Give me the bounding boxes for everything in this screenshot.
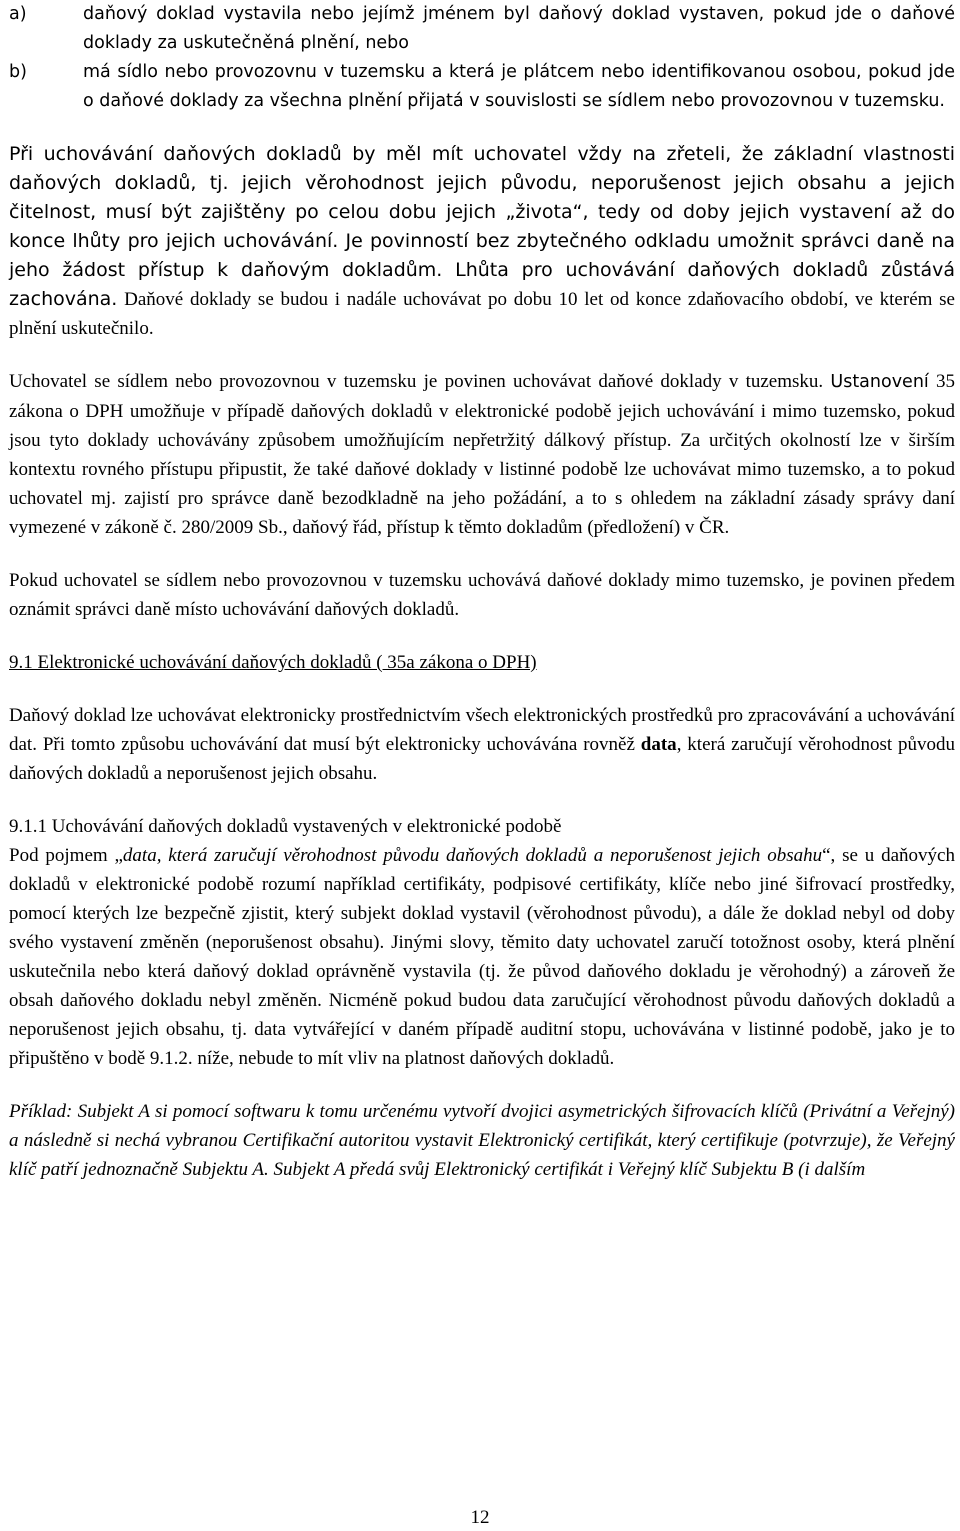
list-marker: b) (9, 62, 27, 82)
paragraph-text: Při uchovávání daňových dokladů by měl mít uchovatel vždy na zřeteli, že základní vlastnosti daňových dokladů, tj. jejich věrohodnost jejich původu, neporušenost jejich obsahu a jejich čitelnost, musí být zajištěny po celou dobu jejich „života“, tedy od doby jejich vystavení až do konce lhůty pro jejich uchovávání. Je povinností bez zbytečného odkladu umožnit správci daně na jeho žádost přístup k daňovým dokladům. Lhůta pro uchovávání daňových dokladů zůstává zachována. (9, 143, 955, 310)
paragraph-text: Pod pojmem „ (9, 845, 123, 866)
paragraph-text: Daňový doklad lze uchovávat elektronicky prostřednictvím všech elektronických prostředků pro zpracovávání a uchovávání dat. Při tomto způsobu uchovávání dat musí být elektronicky uchovávána rovněž (9, 705, 955, 755)
paragraph-text: Ustanovení (830, 372, 929, 392)
list-item-text: daňový doklad vystavila nebo jejímž jménem byl daňový doklad vystaven, pokud jde o daňové doklady za uskutečněná plnění, nebo (83, 4, 955, 53)
paragraph-text: 35 zákona o DPH umožňuje v případě daňových dokladů v elektronické podobě jejich uchovávání i mimo tuzemsko, pokud jsou tyto doklady uchovávány způsobem umožňujícím nepřetržitý dálkový přístup. Za určitých okolností lze v širším kontextu rovného přístupu připustit, že také daňové doklady v listinné podobě lze uchovávat mimo tuzemsko, a to pokud uchovatel mj. zajistí pro správce daně bezodkladně na jeho požádání, a to s ohledem na základní zásady správy daní vymezené v zákoně č. 280/2009 Sb., daňový řád, přístup k těmto dokladům (předložení) v ČR. (9, 371, 956, 538)
list-item (9, 0, 955, 58)
paragraph-domestic-storage (9, 367, 955, 542)
paragraph-text: Daňové doklady se budou i nadále uchovávat po dobu 10 let od konce zdaňovacího období, ve kterém se plnění uskutečnilo. (9, 289, 955, 339)
paragraph-electronic-storage (9, 701, 955, 788)
page-number: 12 (470, 1507, 490, 1528)
section-heading-9-1: 9.1 Elektronické uchovávání daňových dokladů ( 35a zákona o DPH) (9, 652, 537, 673)
paragraph-abroad-notice: Pokud uchovatel se sídlem nebo provozovnou v tuzemsku uchovává daňové doklady mimo tuzemsko, je povinen předem oznámit správci daně místo uchovávání daňových dokladů. (9, 570, 955, 620)
paragraph-storage-properties (9, 140, 955, 343)
paragraph-text: , která zaručují věrohodnost původu daňových dokladů a neporušenost jejich obsahu. (9, 734, 956, 784)
italic-term: data, která zaručují věrohodnost původu daňových dokladů a neporušenost jejich obsahu (122, 845, 823, 866)
document-page (9, 0, 955, 1184)
paragraph-text: Uchovatel se sídlem nebo provozovnou v tuzemsku je povinen uchovávat daňové doklady v tuzemsku. (9, 371, 824, 392)
example-paragraph: Příklad: Subjekt A si pomocí softwaru k tomu určenému vytvoří dvojici asymetrických šifrovacích klíčů (Privátní a Veřejný) a následně si nechá vybranou Certifikační autoritou vystavit Elektronický certifikát, který certifikuje (potvrzuje), že Veřejný klíč patří jednoznačně Subjektu A. Subjekt A předá svůj Elektronický certifikát i Veřejný klíč Subjektu B (i dalším (9, 1101, 955, 1180)
list-item-text: má sídlo nebo provozovnu v tuzemsku a která je plátcem nebo identifikovanou osobou, pokud jde o daňové doklady za všechna plnění přijatá v souvislosti se sídlem nebo provozovnou v tuzemsku. (83, 62, 955, 111)
paragraph-text: “, se u daňových dokladů v elektronické podobě rozumí například certifikáty, podpisové certifikáty, klíče nebo jiné šifrovací prostředky, pomocí kterých lze bezpečně zjistit, který subjekt doklad vystavil (věrohodnost původu), a dále že doklad nebyl od doby svého vystavení změněn (neporušenost obsahu). Jinými slovy, těmito daty uchovatel zaručí totožnost osoby, která plnění uskutečnila nebo která daňový doklad oprávněně vystavila (tj. že původ daňového dokladu je věrohodný) a zároveň že obsah daňového dokladu nebyl změněn. Nicméně pokud budou data zaručující věrohodnost původu daňových dokladů a neporušenost jejich obsahu, tj. data vytvářející v daném případě auditní stopu, uchovávána v listinné podobě, jako je to připuštěno v bodě 9.1.2. níže, nebude to mít vliv na platnost daňových dokladů. (9, 845, 955, 1069)
list-marker: a) (9, 4, 27, 24)
paragraph-definition (9, 841, 955, 1073)
list-item (9, 58, 955, 116)
section-heading-9-1-1: 9.1.1 Uchovávání daňových dokladů vystavených v elektronické podobě (9, 816, 562, 837)
bold-term: data (640, 734, 677, 755)
